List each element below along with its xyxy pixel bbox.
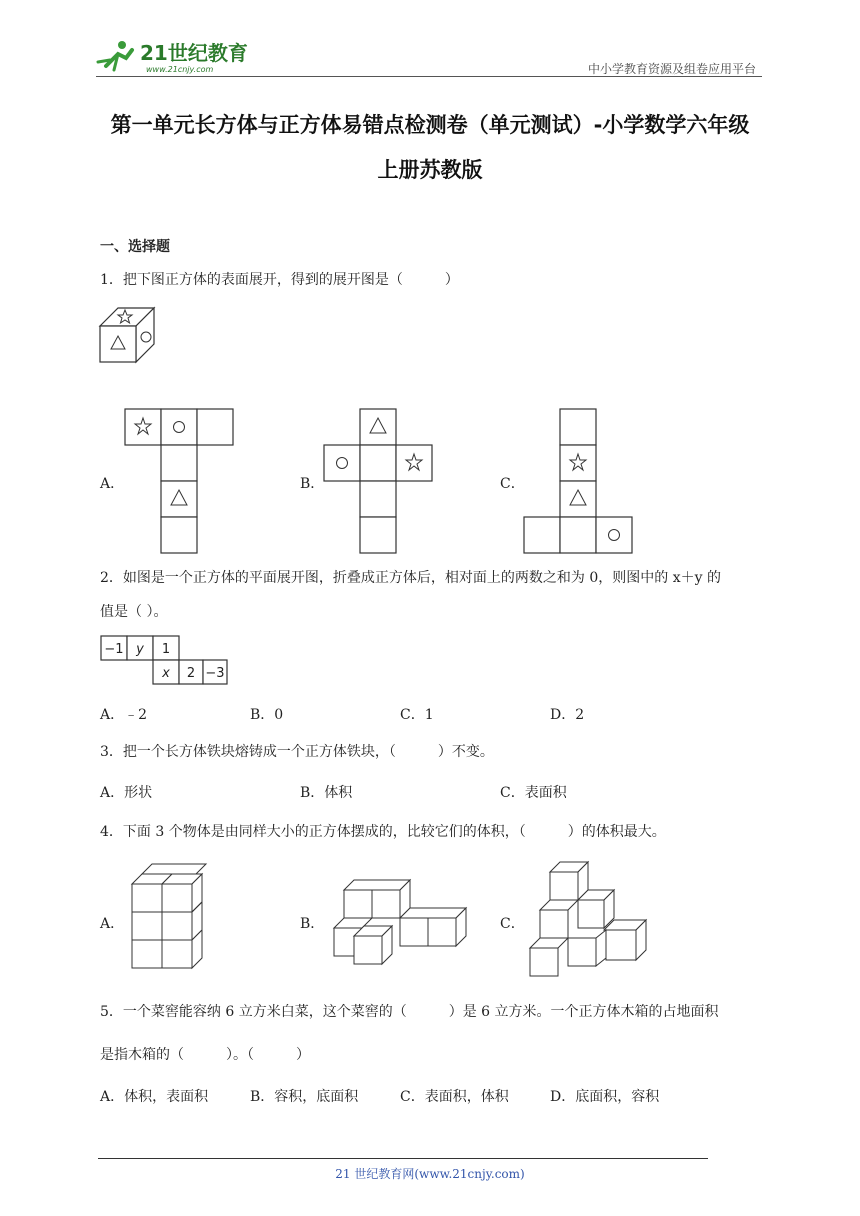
question-5: 5．一个菜窖能容纳 6 立方米白菜，这个菜窖的（ ）是 6 立方米。一个正方体木箱的占地面积 [100,1004,719,1020]
svg-text:x: x [162,666,170,681]
option-2c[interactable]: C．1 [400,707,434,723]
page-title: 第一单元长方体与正方体易错点检测卷（单元测试）-小学数学六年级 [110,113,750,137]
net-option-b [323,408,435,554]
svg-text:−3: −3 [205,666,225,681]
option-4c[interactable]: C． [500,916,525,932]
option-5c[interactable]: C．表面积，体积 [400,1089,509,1105]
cube-figure [98,304,160,366]
net-option-c [523,408,635,554]
net-option-a [124,408,236,554]
question-2-cont: 值是（ ）。 [100,604,168,620]
svg-text:www.21cnjy.com: www.21cnjy.com [146,65,214,74]
cubes-figure-c [528,860,652,980]
option-2d[interactable]: D．2 [550,707,585,723]
option-1b[interactable]: B． [300,476,325,492]
number-net [100,635,230,689]
svg-text:21世纪教育: 21世纪教育 [140,41,248,65]
option-3a[interactable]: A．形状 [100,785,153,801]
question-5-cont: 是指木箱的（ ）。（ ） [100,1047,310,1063]
question-1: 1．把下图正方体的表面展开，得到的展开图是（ ） [100,272,459,288]
option-3c[interactable]: C．表面积 [500,785,567,801]
site-logo [96,36,266,78]
question-4: 4．下面 3 个物体是由同样大小的正方体摆成的，比较它们的体积，（ ）的体积最大。 [100,824,666,840]
option-1a[interactable]: A． [100,476,125,492]
svg-text:2: 2 [186,666,196,681]
footer-link[interactable]: 21 世纪教育网(www.21cnjy.com) [335,1167,525,1181]
svg-text:−1: −1 [104,642,124,657]
svg-text:1: 1 [161,642,171,657]
question-3: 3．把一个长方体铁块熔铸成一个正方体铁块，（ ）不变。 [100,744,494,760]
svg-text:y: y [136,642,144,657]
footer-divider [98,1158,708,1159]
cubes-figure-b [330,876,470,970]
option-2a[interactable]: A．﹣2 [100,707,148,723]
platform-label: 中小学教育资源及组卷应用平台 [587,62,756,76]
option-2b[interactable]: B．0 [250,707,284,723]
option-5b[interactable]: B．容积，底面积 [250,1089,359,1105]
runner-icon [98,41,132,70]
option-3b[interactable]: B．体积 [300,785,353,801]
page-title-line2: 上册苏教版 [377,158,483,182]
cubes-figure-a [128,862,212,974]
header-divider [96,76,762,77]
question-2: 2．如图是一个正方体的平面展开图，折叠成正方体后，相对面上的两数之和为 0，则图中的 x＋y 的 [100,570,721,586]
option-5a[interactable]: A．体积，表面积 [100,1089,209,1105]
option-1c[interactable]: C． [500,476,525,492]
option-4a[interactable]: A． [100,916,125,932]
option-4b[interactable]: B． [300,916,325,932]
option-5d[interactable]: D．底面积，容积 [550,1089,660,1105]
section-heading: 一、选择题 [100,239,170,255]
